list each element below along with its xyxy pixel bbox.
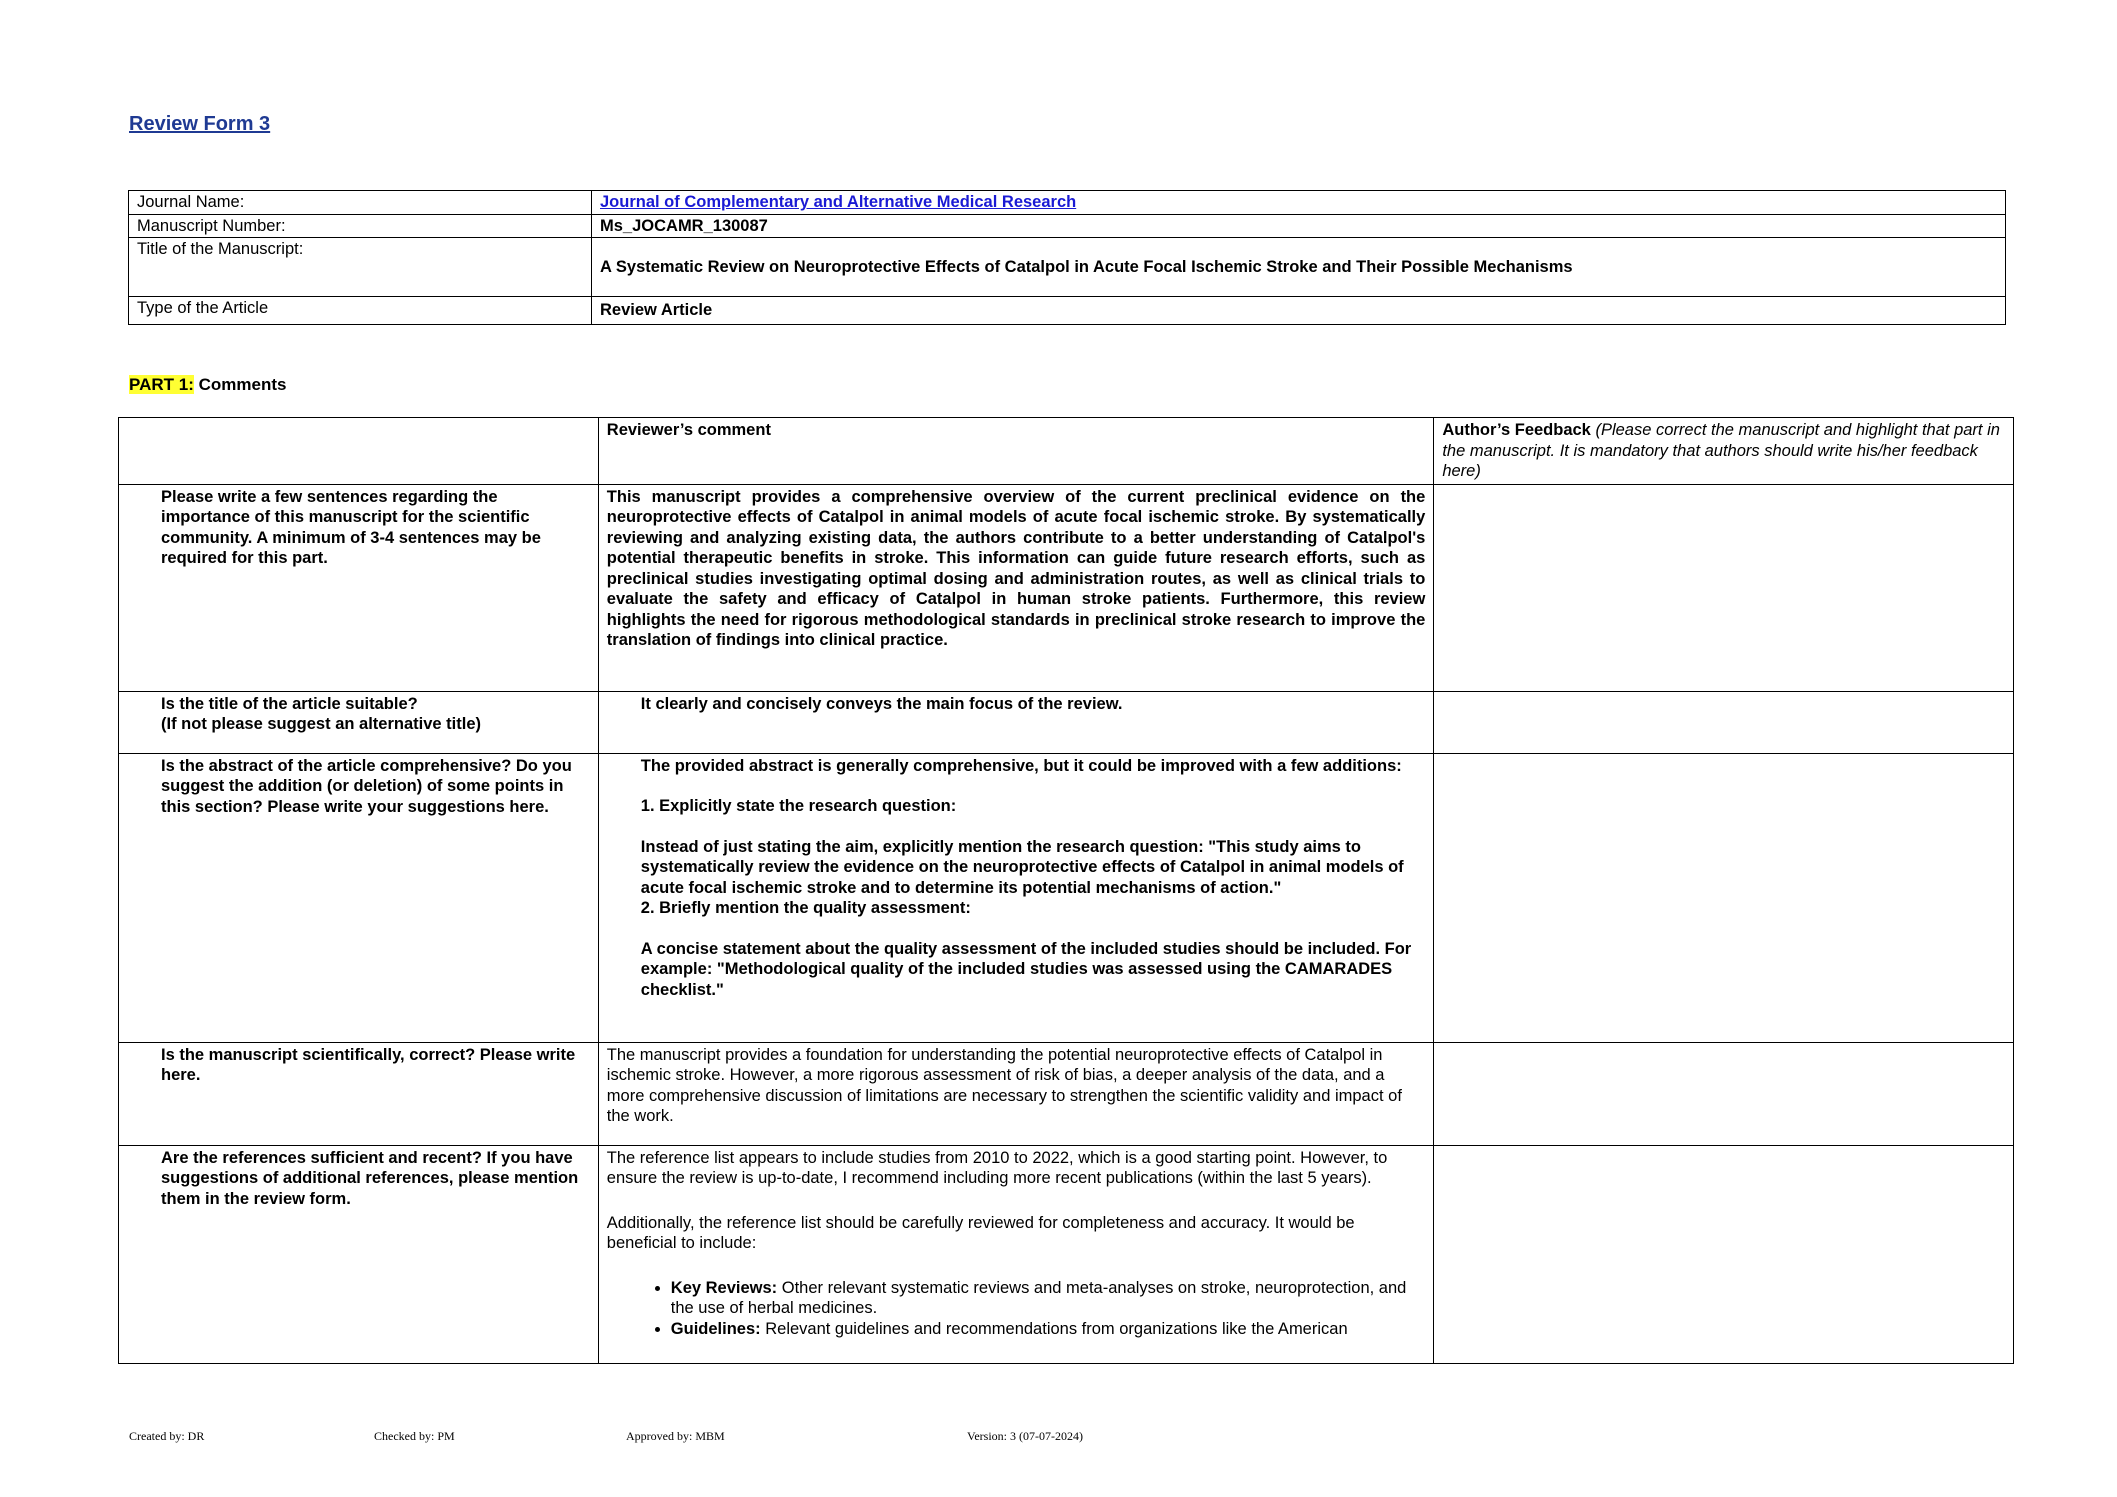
references-comment-p2: Additionally, the reference list should be carefully reviewed for completeness and accuracy. It would be beneficial to include: xyxy=(606,1213,1355,1252)
title-question-line1: Is the title of the article suitable? xyxy=(161,694,418,713)
title-question-line2: (If not please suggest an alternative title) xyxy=(161,715,481,733)
manuscript-info-table xyxy=(128,190,2006,325)
references-question: Are the references sufficient and recent? If you have suggestions of additional references, please mention them in the review form. xyxy=(119,1145,599,1363)
part-heading xyxy=(129,375,286,395)
references-comment xyxy=(598,1145,1434,1363)
scientific-feedback[interactable] xyxy=(1434,1042,2014,1145)
key-reviews-text: Other relevant systematic reviews and meta-analyses on stroke, neuroprotection, and the use of herbal medicines. xyxy=(670,1278,1407,1317)
abstract-point-1: 1. Explicitly state the research question: xyxy=(640,797,957,815)
abstract-comment xyxy=(598,753,1434,1042)
title-question xyxy=(119,691,599,753)
references-suggestion-list xyxy=(607,1278,1426,1340)
abstract-feedback[interactable] xyxy=(1434,753,2014,1042)
author-feedback-header xyxy=(1434,418,2014,485)
title-row xyxy=(129,238,2006,297)
header-row xyxy=(119,418,2014,485)
references-row xyxy=(119,1145,2014,1363)
abstract-question: Is the abstract of the article comprehensive? Do you suggest the addition (or deletion) of some points in this section? Please write your suggestions here. xyxy=(119,753,599,1042)
importance-comment: This manuscript provides a comprehensive overview of the current preclinical evidence on the neuroprotective effects of Catalpol in animal models of acute focal ischemic stroke. By systematically reviewing and analyzing existing data, the authors contribute to a better understanding of Catalpol's potential therapeutic benefits in stroke. This information can guide future research efforts, such as preclinical studies investigating optimal dosing and administration routes, as well as clinical trials to evaluate the safety and efficacy of Catalpol in human stroke patients. Furthermore, this review highlights the need for rigorous methodological standards in preclinical stroke research to improve the translation of findings into clinical practice. xyxy=(598,484,1434,691)
type-row xyxy=(129,297,2006,325)
scientific-question: Is the manuscript scientifically, correct? Please write here. xyxy=(119,1042,599,1145)
form-title: Review Form 3 xyxy=(129,113,271,135)
header-empty-cell xyxy=(119,418,599,485)
part-title: Comments xyxy=(198,375,287,394)
references-comment-p1: The reference list appears to include studies from 2010 to 2022, which is a good starting point. However, to ensure the review is up-to-date, I recommend including more recent publications (within the last 5 years). xyxy=(606,1148,1388,1187)
manuscript-title: A Systematic Review on Neuroprotective Effects of Catalpol in Acute Focal Ischemic Stroke and Their Possible Mechanisms xyxy=(592,238,2006,297)
list-item xyxy=(671,1319,1426,1340)
manuscript-row xyxy=(129,214,2006,238)
guidelines-text: Relevant guidelines and recommendations from organizations like the American xyxy=(760,1319,1348,1338)
part-label: PART 1: xyxy=(129,375,194,394)
type-label: Type of the Article xyxy=(129,297,592,325)
references-feedback[interactable] xyxy=(1434,1145,2014,1363)
journal-value xyxy=(592,191,2006,215)
abstract-row xyxy=(119,753,2014,1042)
scientific-row xyxy=(119,1042,2014,1145)
title-label: Title of the Manuscript: xyxy=(129,238,592,297)
title-feedback[interactable] xyxy=(1434,691,2014,753)
importance-feedback[interactable] xyxy=(1434,484,2014,691)
key-reviews-label: Key Reviews: xyxy=(670,1278,778,1297)
abstract-comment-intro: The provided abstract is generally comprehensive, but it could be improved with a few additions: xyxy=(640,756,1402,775)
abstract-point-2-detail: A concise statement about the quality assessment of the included studies should be included. For example: "Methodological quality of the included studies was assessed using the CAMARADES checklist." xyxy=(640,939,1412,999)
importance-question: Please write a few sentences regarding the importance of this manuscript for the scientific community. A minimum of 3-4 sentences may be required for this part. xyxy=(119,484,599,691)
author-feedback-title: Author’s Feedback xyxy=(1442,421,1591,439)
title-suitability-row xyxy=(119,691,2014,753)
journal-link[interactable]: Journal of Complementary and Alternative Medical Research xyxy=(600,193,1077,211)
scientific-comment: The manuscript provides a foundation for understanding the potential neuroprotective effects of Catalpol in ischemic stroke. However, a more rigorous assessment of risk of bias, a deeper analysis of the data, and a more comprehensive discussion of limitations are necessary to strengthen the scientific validity and impact of the work. xyxy=(598,1042,1434,1145)
reviewer-comment-header: Reviewer’s comment xyxy=(598,418,1434,485)
journal-row xyxy=(129,191,2006,215)
footer-version: Version: 3 (07-07-2024) xyxy=(967,1429,1083,1443)
abstract-point-1-detail: Instead of just stating the aim, explicitly mention the research question: "This study aims to systematically review the evidence on the neuroprotective effects of Catalpol in animal models of acute focal ischemic stroke and to determine its potential mechanisms of action." xyxy=(640,837,1404,897)
footer-created: Created by: DR xyxy=(129,1429,205,1443)
journal-label: Journal Name: xyxy=(129,191,592,215)
title-comment: It clearly and concisely conveys the main focus of the review. xyxy=(598,691,1434,753)
footer-approved: Approved by: MBM xyxy=(626,1429,725,1443)
abstract-point-2: 2. Briefly mention the quality assessment: xyxy=(640,899,971,917)
importance-row xyxy=(119,484,2014,691)
author-feedback-note: (Please correct the manuscript and highlight that part in the manuscript. It is mandatory that authors should write his/her feedback here) xyxy=(1442,421,2000,480)
guidelines-label: Guidelines: xyxy=(670,1319,761,1338)
footer-checked: Checked by: PM xyxy=(374,1429,455,1443)
list-item xyxy=(671,1278,1426,1319)
article-type: Review Article xyxy=(592,297,2006,325)
manuscript-label: Manuscript Number: xyxy=(129,214,592,238)
comments-table xyxy=(118,417,2014,1364)
manuscript-number: Ms_JOCAMR_130087 xyxy=(592,214,2006,238)
